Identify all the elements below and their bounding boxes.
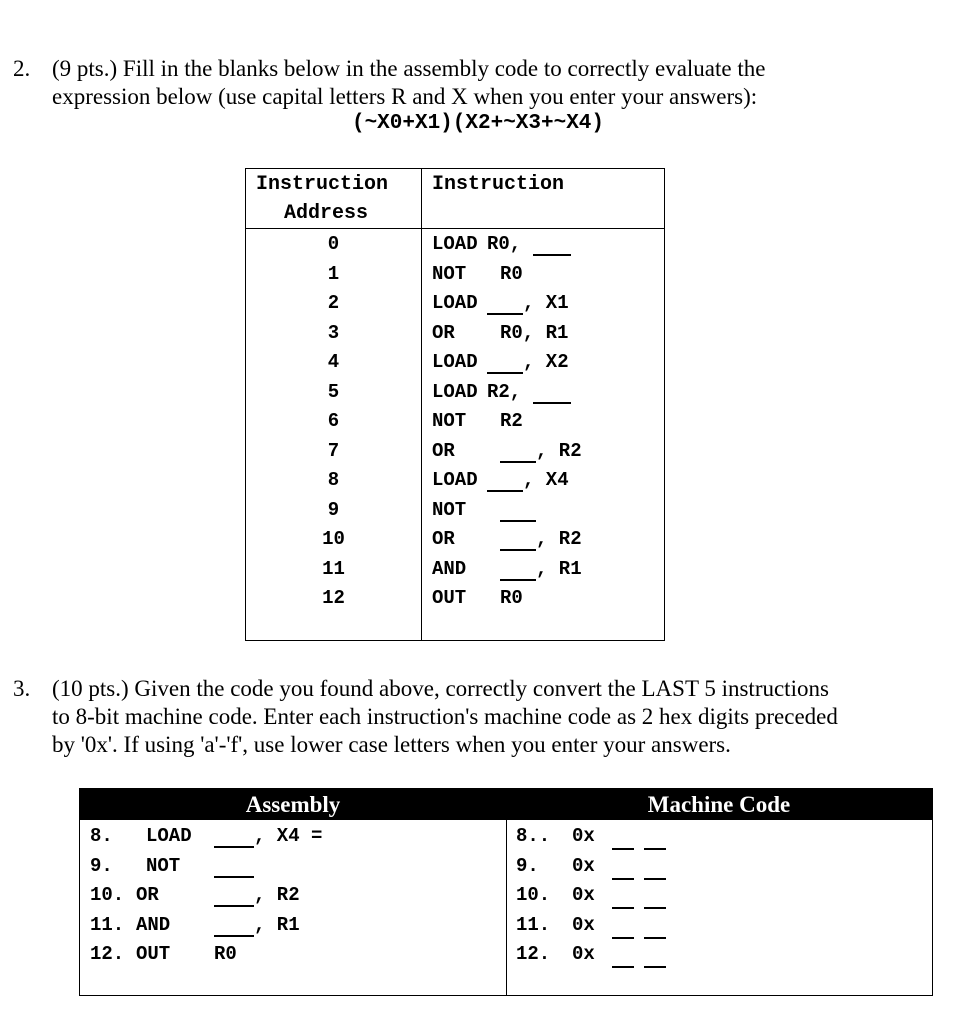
operand-text: , R1 — [254, 913, 300, 936]
operands — [500, 555, 582, 585]
operand-text: R0 — [214, 943, 237, 965]
operands — [214, 822, 322, 852]
table-row — [246, 260, 666, 290]
operands — [487, 289, 569, 319]
answer-blank[interactable] — [533, 382, 571, 404]
operand-text: R0 — [500, 587, 523, 609]
answer-blank[interactable] — [214, 885, 254, 907]
question-2-text-line-2: expression below (use capital letters R and X when you enter your answers): — [52, 84, 758, 109]
table-row — [246, 555, 666, 585]
table-row — [246, 319, 666, 349]
instruction-address: 7 — [327, 439, 340, 462]
machine-code-header: Machine Code — [647, 792, 791, 817]
operand-text: R0 — [500, 262, 523, 285]
instruction-address: 2 — [327, 292, 340, 314]
opcode: LOAD — [146, 825, 192, 847]
instruction-address: 12 — [322, 587, 345, 609]
question-3-number: 3. — [13, 676, 31, 701]
answer-blank[interactable] — [487, 470, 523, 492]
table-row — [246, 407, 666, 437]
instruction-address: 11 — [322, 557, 345, 580]
opcode: AND — [432, 557, 467, 580]
question-2-text-line-1: (9 pts.) Fill in the blanks below in the assembly code to correctly evaluate the — [52, 56, 766, 81]
operand-text: , X1 — [523, 292, 569, 314]
operand-text: R0, — [487, 233, 533, 255]
opcode: LOAD — [432, 469, 478, 491]
answer-blank[interactable] — [533, 234, 571, 256]
instruction-address: 10 — [322, 528, 345, 550]
hex-digit-blank[interactable] — [644, 828, 666, 850]
instruction-number: 9. — [90, 854, 113, 877]
machine-code-number: 12. — [516, 943, 551, 965]
operand-text: , X2 — [523, 351, 569, 373]
table-row — [80, 822, 932, 852]
table-row — [80, 911, 932, 941]
table-row — [246, 496, 666, 526]
opcode: OR — [432, 321, 455, 344]
operands — [487, 466, 569, 496]
instruction-address: 1 — [327, 262, 340, 285]
question-3-text-line-2: to 8-bit machine code. Enter each instruction's machine code as 2 hex digits preceded — [52, 704, 838, 729]
answer-blank[interactable] — [500, 529, 536, 551]
answer-blank[interactable] — [214, 856, 254, 878]
hex-digit-blank[interactable] — [612, 917, 634, 939]
header-divider — [246, 228, 664, 229]
answer-blank[interactable] — [214, 826, 254, 848]
instruction-number: 10. — [90, 884, 125, 906]
operands — [500, 407, 523, 437]
assembly-table — [245, 168, 665, 641]
instruction-number: 12. — [90, 943, 125, 965]
instruction-address: 9 — [327, 498, 340, 521]
operands — [500, 584, 523, 614]
opcode: LOAD — [432, 233, 478, 255]
answer-blank[interactable] — [487, 352, 523, 374]
instruction-address: 5 — [327, 380, 340, 403]
operand-text: , X4 — [523, 469, 569, 491]
opcode: NOT — [432, 262, 467, 285]
opcode: LOAD — [432, 351, 478, 373]
table-row — [80, 852, 932, 882]
opcode: NOT — [432, 498, 467, 521]
hex-prefix: 0x — [572, 825, 595, 847]
operand-text: R0, R1 — [500, 321, 569, 344]
opcode: NOT — [146, 854, 181, 877]
expression: (~X0+X1)(X2+~X3+~X4) — [351, 112, 605, 135]
operand-text: , R1 — [536, 557, 582, 580]
operands — [214, 911, 300, 941]
operands — [500, 525, 582, 555]
hex-digit-blank[interactable] — [612, 828, 634, 850]
operands — [214, 940, 237, 970]
question-3-text-line-3: by '0x'. If using 'a'-'f', use lower case letters when you enter your answers. — [52, 732, 731, 757]
hex-prefix: 0x — [572, 913, 595, 936]
opcode: LOAD — [432, 380, 478, 403]
instruction-number: 8. — [90, 825, 113, 847]
operands — [214, 881, 300, 911]
question-2-number: 2. — [13, 56, 31, 81]
assembly-header: Assembly — [245, 792, 341, 817]
opcode: OR — [432, 528, 455, 550]
operands — [500, 437, 582, 467]
opcode: AND — [136, 913, 171, 936]
instruction-address: 3 — [327, 321, 340, 344]
answer-blank[interactable] — [500, 559, 536, 581]
operand-text: R2 — [500, 410, 523, 432]
table-row — [80, 940, 932, 970]
opcode: OR — [432, 439, 455, 462]
operands — [214, 852, 254, 882]
opcode: LOAD — [432, 292, 478, 314]
hex-digit-blank[interactable] — [612, 946, 634, 968]
instruction-address: 0 — [327, 233, 340, 255]
hex-prefix: 0x — [572, 943, 595, 965]
hex-digit-blank[interactable] — [644, 858, 666, 880]
table-row — [80, 881, 932, 911]
table-row — [246, 525, 666, 555]
hex-prefix: 0x — [572, 854, 595, 877]
instruction-address: 4 — [327, 351, 340, 373]
operand-text: , X4 = — [254, 825, 323, 847]
instruction-address: 6 — [327, 410, 340, 432]
operand-text: , R2 — [254, 884, 300, 906]
address-header-line-1: Instruction — [256, 173, 389, 196]
table-row — [246, 437, 666, 467]
machine-code-number: 10. — [516, 884, 551, 906]
operand-text: , R2 — [536, 439, 582, 462]
operands — [487, 348, 569, 378]
operands — [500, 319, 568, 349]
operands — [487, 230, 571, 260]
operand-text: , R2 — [536, 528, 582, 550]
hex-digit-blank[interactable] — [644, 887, 666, 909]
opcode: OR — [136, 884, 159, 906]
hex-digit-blank[interactable] — [644, 946, 666, 968]
answer-blank[interactable] — [500, 500, 536, 522]
operands — [500, 496, 536, 526]
instruction-address: 8 — [327, 469, 340, 491]
instruction-number: 11. — [90, 913, 125, 936]
answer-blank[interactable] — [214, 915, 254, 937]
table-row — [246, 466, 666, 496]
table-row — [246, 289, 666, 319]
question-3-text-line-1: (10 pts.) Given the code you found above, correctly convert the LAST 5 instructions — [52, 676, 829, 701]
address-header-line-2: Address — [284, 202, 369, 225]
answer-blank[interactable] — [487, 293, 523, 315]
hex-digit-blank[interactable] — [644, 917, 666, 939]
table-row — [246, 378, 666, 408]
opcode: NOT — [432, 410, 467, 432]
machine-code-number: 8.. — [516, 825, 551, 847]
hex-prefix: 0x — [572, 884, 595, 906]
table-row — [246, 348, 666, 378]
operands — [487, 378, 571, 408]
answer-blank[interactable] — [500, 441, 536, 463]
operands — [500, 260, 523, 290]
hex-digit-blank[interactable] — [612, 887, 634, 909]
hex-digit-blank[interactable] — [612, 858, 634, 880]
table-row — [246, 230, 666, 260]
instruction-header: Instruction — [432, 173, 565, 196]
opcode: OUT — [136, 943, 171, 965]
operand-text: R2, — [487, 380, 533, 403]
machine-code-table — [79, 788, 933, 996]
table-row — [246, 584, 666, 614]
machine-code-number: 9. — [516, 854, 539, 877]
machine-code-number: 11. — [516, 913, 551, 936]
opcode: OUT — [432, 587, 467, 609]
